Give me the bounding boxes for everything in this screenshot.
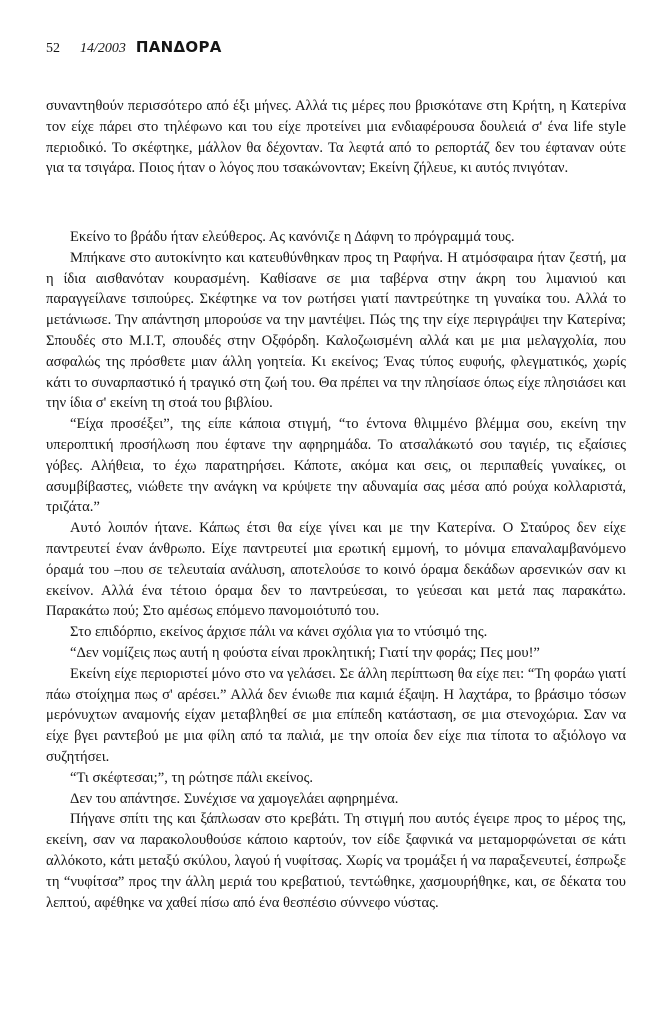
paragraph: Μπήκανε στο αυτοκίνητο και κατευθύνθηκαν προς τη Ραφήνα. Η ατμόσφαιρα ήταν ζεστή, μα η ίδια αισθανόταν κουρασμένη. Καθίσανε σε μια ταβέρνα στην άκρη του λιμανιού και παραγγείλανε τσιπούρες. Σκέφτηκε να τον ρωτήσει γιατί παντρεύτηκε τη γυναίκα του. Αλλά το μετάνιωσε. Την απάντηση μπορούσε να την μαντέψει. Πώς της την είχε περιγράψει την Κατερίνα; Σπουδές στο Μ.Ι.Τ, σπουδές στην Οξφόρδη. Καλοζωισμένη αλλά και με μια μελαγχολία, που ασφαλώς της πρόσθετε μιαν άλλη γοητεία. Κι εκείνος; Ένας τύπος ευφυής, φλεγματικός, χωρίς κάτι το συναρπαστικό ή τραγικό στη ζωή του. Θα πρέπει να την πλησίασε όπως είχε πλησιάσει και την ίδια σ' εκείνη τη στοά του βιβλίου.: [46, 249, 626, 412]
issue-date: 14/2003: [80, 41, 126, 56]
paragraph: συναντηθούν περισσότερο από έξι μήνες. Αλλά τις μέρες που βρισκότανε στη Κρήτη, η Κατερίνα τον είχε πάρει στο τηλέφωνο και του είχε προτείνει μια ενδιαφέρουσα δουλειά σ' ένα life style περιοδικό. Το σκέφτηκε, μάλλον θα δέχονταν. Τα λεφτά από το ρεπορτάζ δεν του έφταναν ούτε για τα τσιγάρα. Ποιος ήταν ο λόγος που τσακώνονταν; Εκείνη ζήλευε, κι αυτός πνιγόταν.: [46, 98, 626, 177]
paragraph: “Τι σκέφτεσαι;”, τη ρώτησε πάλι εκείνος.: [70, 769, 314, 786]
text-block-main: [46, 227, 626, 913]
paragraph: Πήγανε σπίτι της και ξάπλωσαν στο κρεβάτι. Τη στιγμή που αυτός έγειρε προς το μέρος της, εκείνη, σαν να παρακολουθούσε κάποιο καρτούν, τον είδε ξαφνικά να μεταμορφώνεται σε κάτι αλλόκοτο, κάτι μεταξύ σκύλου, λαγού ή νυφίτσας. Χωρίς να τρομάξει ή να παραξενευτεί, έσπρωξε τη “νυφίτσα” προς την άλλη μεριά του κρεβατιού, τεντώθηκε, χασμουρήθηκε, και, σε δέκατα του λεπτού, αφέθηκε να χαθεί πίσω από ένα θεσπέσιο σύννεφο νύστας.: [46, 811, 626, 911]
running-header: [46, 38, 222, 62]
paragraph: Αυτό λοιπόν ήτανε. Κάπως έτσι θα είχε γίνει και με την Κατερίνα. Ο Σταύρος δεν είχε παντρευτεί έναν άνθρωπο. Είχε παντρευτεί μια ερωτική εμμονή, το μόνιμα επαναλαμβανόμενο όραμά του –που σε τελευταία ανάλυση, αποτελούσε το κοινό όραμα δεκάδων αρσενικών σαν κι εκείνον. Αλλά ένα τέτοιο όραμα δεν το παντρεύεσαι, το γεύεσαι και μετά πας παρακάτω. Παρακάτω πού; Στο αμέσως επόμενο πανομοιότυπό του.: [46, 520, 626, 620]
magazine-logo: ΠΑΝΔΟΡΑ: [135, 38, 222, 56]
text-block-opening: [46, 96, 626, 179]
paragraph: “Δεν νομίζεις πως αυτή η φούστα είναι προκλητική; Γιατί την φοράς; Πες μου!”: [70, 644, 540, 661]
paragraph: Εκείνο το βράδυ ήταν ελεύθερος. Ας κανόνιζε η Δάφνη το πρόγραμμά τους.: [70, 229, 515, 245]
paragraph: Στο επιδόρπιο, εκείνος άρχισε πάλι να κάνει σχόλια για το ντύσιμό της.: [70, 624, 488, 641]
paragraph: Δεν του απάντησε. Συνέχισε να χαμογελάει αφηρημένα.: [70, 790, 399, 807]
paragraph: “Είχα προσέξει”, της είπε κάποια στιγμή, “το έντονα θλιμμένο βλέμμα σου, εκείνη την υπεροπτική προσήλωση που έφτανε την αφηρημάδα. Το ατσαλάκωτό σου ταγιέρ, τις εξαίσιες γόβες. Αλήθεια, το έχω παρατηρήσει. Κάποτε, ακόμα και σεις, οι περιπαθείς γυναίκες, οι ασυμβίβαστες, νιώθετε την ανάγκη να κρύψετε την αδυναμία σας μέσα από ρούχα κολλαριστά, τριζάτα.”: [46, 416, 626, 516]
page-number: 52: [46, 41, 60, 56]
paragraph: Εκείνη είχε περιοριστεί μόνο στο να γελάσει. Σε άλλη περίπτωση θα είχε πει: “Τη φοράω γιατί πάω στοίχημα πως σ' αρέσει.” Αλλά δεν ένιωθε πια καμιά έξαψη. Η λαχτάρα, το βράσιμο τόσων μερόνυχτων αναμονής είχαν μεταβληθεί σε μια επίπεδη κατάσταση, σε μια στενοχώρια. Σαν να είχε βγει ραντεβού με μια φίλη από τα παλιά, με την οποία δεν είχε πια τίποτα το αξιόλογο να συζητήσει.: [46, 665, 626, 765]
